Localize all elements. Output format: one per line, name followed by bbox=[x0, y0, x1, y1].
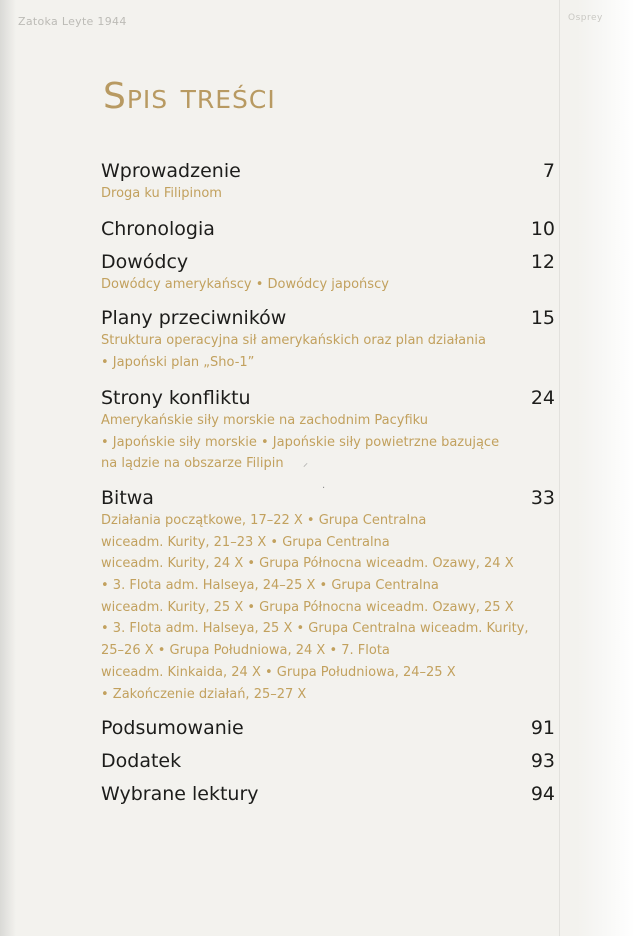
toc-entry-page: 91 bbox=[530, 717, 555, 740]
toc-entry-title: Dodatek bbox=[101, 750, 182, 773]
toc-entry-title: Bitwa bbox=[101, 486, 154, 509]
toc-entry-desc: Dowódcy amerykańscy • Dowódcy japońscy bbox=[101, 276, 389, 292]
scan-speck: ⸝ bbox=[303, 458, 308, 469]
toc-entry-lektury[interactable] bbox=[101, 783, 555, 805]
toc-entry-row bbox=[101, 251, 555, 273]
toc-entry-title: Podsumowanie bbox=[101, 717, 244, 740]
toc-entry-page: 10 bbox=[530, 217, 555, 240]
toc-entry-title: Dowódcy bbox=[101, 250, 189, 273]
toc-entry-bitwa[interactable] bbox=[101, 487, 555, 705]
toc-entry-title: Chronologia bbox=[101, 217, 215, 240]
next-page-edge bbox=[577, 0, 635, 936]
toc-entry-page: 93 bbox=[530, 750, 555, 773]
toc-entry-row bbox=[101, 717, 555, 739]
toc-entry-row bbox=[101, 750, 555, 772]
toc-entry-page: 7 bbox=[542, 160, 555, 182]
toc-entry-desc: Amerykańskie siły morskie na zachodnim Pacyfiku • Japońskie siły morskie • Japońskie siły powietrzne bazujące na lądzie na obszarze Filipin bbox=[101, 412, 500, 472]
toc-entry-strony[interactable] bbox=[101, 387, 555, 475]
toc-entry-title: Wprowadzenie bbox=[101, 160, 241, 182]
toc-entry-page: 15 bbox=[530, 307, 555, 330]
toc-entry-row bbox=[101, 783, 555, 805]
toc-entry-page: 12 bbox=[530, 250, 555, 273]
toc-entry-title: Wybrane lektury bbox=[101, 783, 259, 806]
page-gutter-shadow bbox=[0, 0, 16, 936]
toc-entry-plany[interactable] bbox=[101, 307, 555, 373]
toc-entry-row bbox=[101, 487, 555, 509]
toc-entry-dowodcy[interactable] bbox=[101, 251, 555, 296]
toc-entry-page: 24 bbox=[530, 386, 555, 409]
scan-speck: ‧ bbox=[322, 483, 326, 494]
running-head-left: Zatoka Leyte 1944 bbox=[18, 15, 127, 28]
toc-entry-podsumowanie[interactable] bbox=[101, 717, 555, 739]
page-edge-line bbox=[559, 0, 560, 936]
toc-entry-row bbox=[101, 307, 555, 329]
table-of-contents bbox=[101, 160, 555, 805]
toc-entry-desc: Droga ku Filipinom bbox=[101, 186, 222, 201]
toc-entry-row bbox=[101, 160, 555, 182]
toc-entry-desc: Działania początkowe, 17–22 X • Grupa Centralna wiceadm. Kurity, 21–23 X • Grupa Centralna wiceadm. Kurity, 24 X • Grupa Północna wiceadm. Ozawy, 24 X • 3. Flota adm. Halseya, 24–25 X • Grupa Centralna wiceadm. Kurity, 25 X • Grupa Północna wiceadm. Ozawy, 25 X • 3. Flota adm. Halseya, 25 X • Grupa Centralna wiceadm. Kurity, 25–26 X • Grupa Południowa, 24 X • 7. Flota wiceadm. Kinkaida, 24 X • Grupa Południowa, 24–25 X • Zakończenie działań, 25–27 X bbox=[101, 512, 529, 702]
toc-entry-title: Plany przeciwników bbox=[101, 307, 287, 330]
page-title: Spis treści bbox=[103, 76, 276, 118]
toc-entry-chronologia[interactable] bbox=[101, 218, 555, 240]
toc-entry-row bbox=[101, 387, 555, 409]
toc-entry-wprowadzenie[interactable] bbox=[101, 160, 555, 205]
running-head-right: Osprey bbox=[568, 13, 603, 23]
toc-entry-desc: Struktura operacyjna sił amerykańskich oraz plan działania • Japoński plan „Sho-1” bbox=[101, 333, 486, 371]
toc-entry-title: Strony konfliktu bbox=[101, 386, 251, 409]
toc-entry-row bbox=[101, 218, 555, 240]
toc-entry-page: 33 bbox=[530, 486, 555, 509]
toc-entry-dodatek[interactable] bbox=[101, 750, 555, 772]
toc-entry-page: 94 bbox=[530, 783, 555, 806]
